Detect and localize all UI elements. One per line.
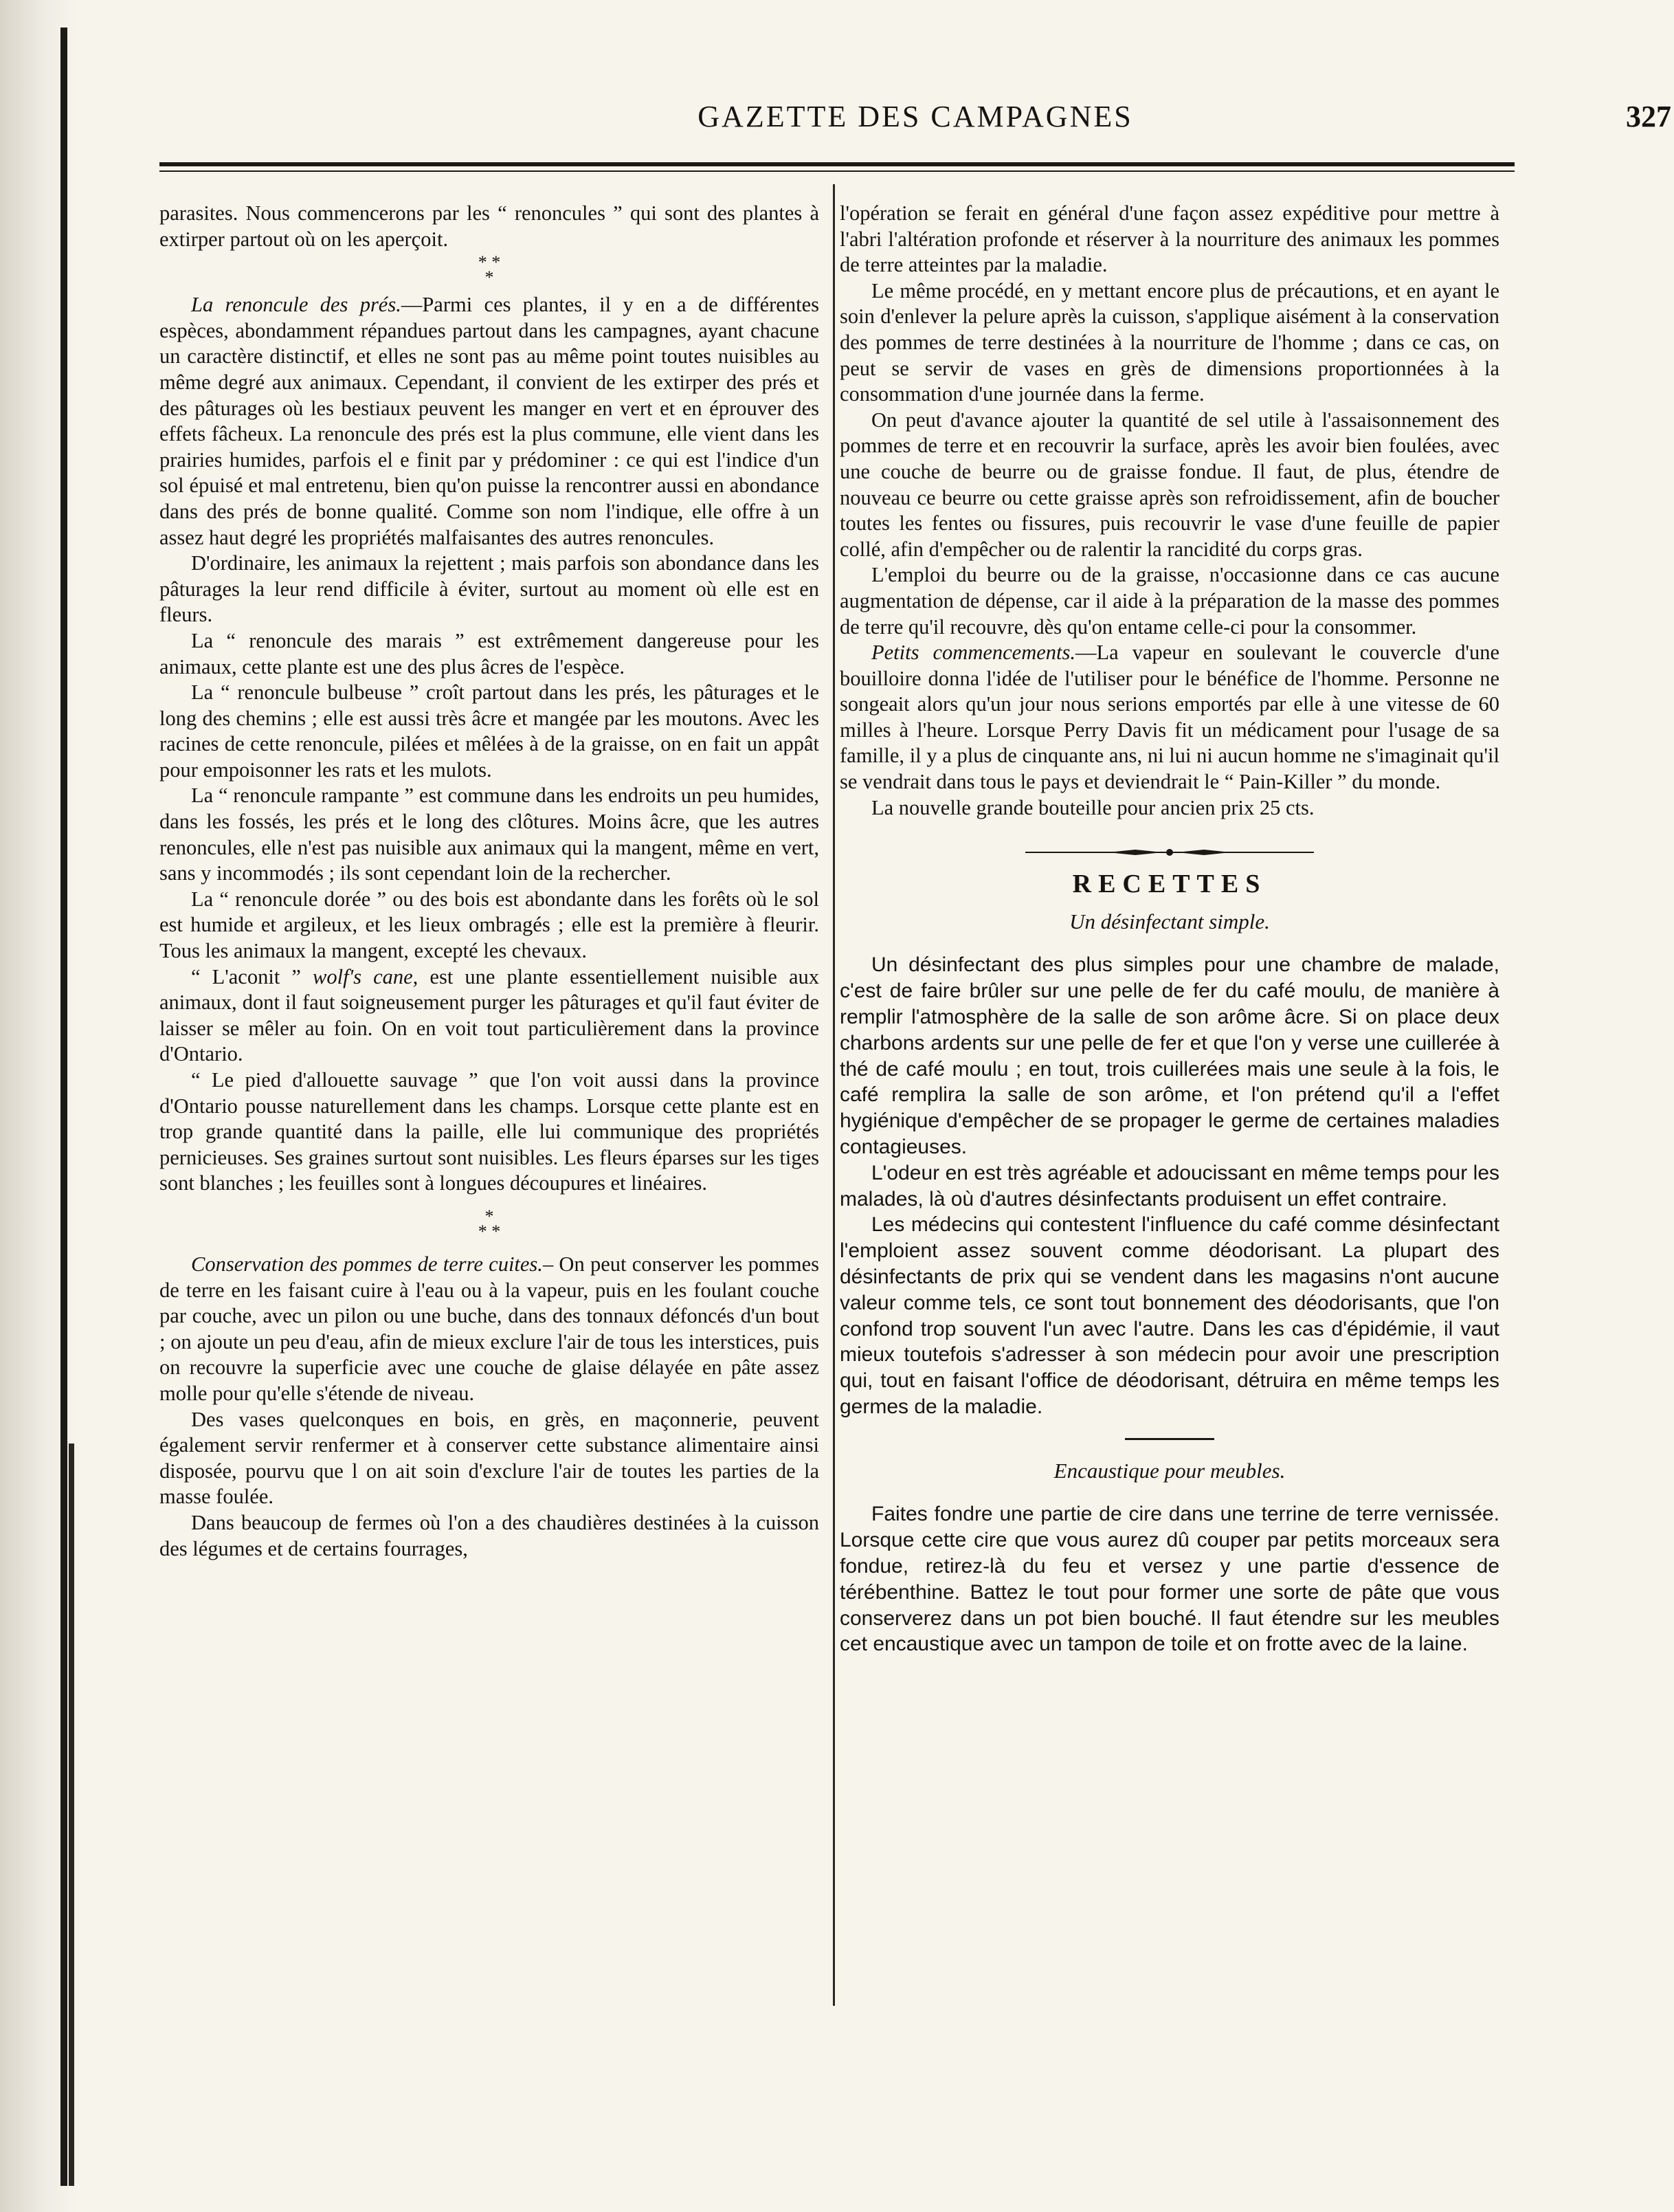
paragraph-petits-commencements: [840, 640, 1499, 795]
section-title: Conservation des pommes de terre cuites.: [191, 1252, 543, 1276]
page-header: [159, 89, 1671, 137]
ornamental-rule: [1025, 845, 1314, 859]
paragraph: l'opération se ferait en général d'une façon assez expéditive pour mettre à l'abri l'altération profonde et réserver à la nourriture des animaux les pommes de terre atteintes par la maladie.: [840, 201, 1499, 277]
recettes-heading: RECETTES: [1072, 870, 1267, 899]
section-title: La renoncule des prés.: [191, 293, 401, 317]
paragraph: L'emploi du beurre ou de la graisse, n'occasionne dans ce cas aucune augmentation de dépense, car il aide à la préparation de la masse des pommes de terre qu'il recouvre, dès qu'on entame celle-ci pour la consommer.: [840, 563, 1499, 639]
paragraph: La “ renoncule bulbeuse ” croît partout dans les prés, les pâturages et le long des chemins ; elle est aussi très âcre et mangée par les moutons. Avec les racines de cette renoncule, pilées et mêlées à de la graisse, on en fait un appât pour empoisonner les rats et les mulots.: [159, 681, 819, 782]
paragraph: La “ renoncule des marais ” est extrêmement dangereuse pour les animaux, cette plante est une des plus âcres de l'espèce.: [159, 628, 819, 678]
recipe-desinfectant: [840, 952, 1499, 1419]
paragraph: La “ renoncule dorée ” ou des bois est abondante dans les forêts où le sol est humide et argileux, et les lieux ombragés ; elle est la première à fleurir. Tous les animaux la mangent, excepté les chevaux.: [159, 887, 819, 963]
paragraph: Dans beaucoup de fermes où l'on a des chaudières destinées à la cuisson des légumes et de certains fourrages,: [159, 1510, 819, 1560]
section-title: Petits commencements.: [871, 641, 1075, 665]
paragraph: Le même procédé, en y mettant encore plus de précautions, et en ayant le soin d'enlever la pelure après la cuisson, s'applique aisément à la conservation des pommes de terre destinées à la nourriture de l'homme ; dans ce cas, on peut se servir de vases en grès de dimensions proportionnées à la consommation d'une journée dans la ferme.: [840, 278, 1499, 406]
paragraph: La nouvelle grande bouteille pour ancien prix 25 cts.: [871, 795, 1315, 819]
paragraph-text: —Parmi ces plantes, il y en a de différentes espèces, abondamment répandues partout dans les campagnes, ayant chacune un caractère distinctif, et elles ne sont pas au même point toutes nuisibles au même degré aux animaux. Cependant, il convient de les extirper des prés et des pâturages où les bestiaux peuvent les manger en vert et en éprouver des effets fâcheux. La renoncule des prés est la plus commune, elle vient dans les prairies humides, parfois el e finit par y prédominer : ce qui est l'indice d'un sol épuisé et mal entretenu, bien qu'on puisse la rencontrer aussi en abondance dans des prés de bonne qualité. Comme son nom l'indique, elle offre à un assez haut degré les propriétés malfaisantes des autres renoncules.: [159, 293, 819, 549]
paragraph: La “ renoncule rampante ” est commune dans les endroits un peu humides, dans les fossés, les prés et le long des clôtures. Moins âcre, que les autres renoncules, elle n'est pas nuisible aux animaux qui la mangent, même en vert, sans y incommodés ; ils sont cependant loin de la rechercher.: [159, 784, 819, 885]
paragraph-text: —La vapeur en soulevant le couvercle d'une bouilloire donna l'idée de l'utiliser pour le bénéfice de l'homme. Personne ne songeait alors qu'un jour nous serions emportés par elle à une vitesse de 60 milles à l'heure. Lorsque Perry Davis fit un médicament pour l'usage de sa famille, il y a plus de cinquante ans, ni lui ni aucun homme ne s'imaginait qu'il se vendrait dans tous le pays et deviendrait le “ Pain-Killer ” du monde.: [840, 641, 1499, 794]
section-separator-stars: * * *: [478, 1206, 501, 1241]
binding-shadow-lower: [69, 1444, 74, 2186]
publication-title: GAZETTE DES CAMPAGNES: [698, 100, 1133, 133]
section-separator-stars: * * *: [478, 252, 501, 288]
paragraph-renoncule-des-pres: [159, 292, 819, 551]
paragraph: Des vases quelconques en bois, en grès, en maçonnerie, peuvent également servir renfermer et à conserver cette substance alimentaire ainsi disposée, pourvu que l on ait soin d'exclure l'air de toutes les parties de la masse foulée.: [159, 1407, 819, 1509]
paragraph-text: est une plante essentiellement nuisible aux animaux, dont il faut soigneusement purger les pâturages et qu'il faut éviter de laisser se mêler au foin. On en voit tout particulièrement dans la province d'Ontario.: [159, 964, 820, 1066]
paragraph-aconit: [159, 964, 819, 1068]
paragraph: L'odeur en est très agréable et adoucissant en même temps pour les malades, là où d'autres désinfectants produisent un effet contraire.: [840, 1161, 1499, 1210]
right-column: [840, 201, 1499, 1657]
recipe-title-encaustique: Encaustique pour meubles.: [1053, 1458, 1286, 1483]
column-divider: [833, 184, 835, 2006]
paragraph: On peut d'avance ajouter la quantité de sel utile à l'assaisonnement des pommes de terre et en recouvrir la surface, après les avoir bien foulées, avec une couche de beurre ou de graisse fondue. Il faut, de plus, étendre de nouveau ce beurre ou cette graisse après son refroidissement, afin de boucher toutes les fentes ou fissures, puis recouvrir le vase d'une feuille de papier collé, afin d'empêcher ou de ralentir la rancidité du corps gras.: [840, 408, 1499, 561]
paragraph-text: – On peut conserver les pommes de terre en les faisant cuire à l'eau ou à la vapeur, puis en les foulant couche par couche, avec un pilon ou une buche, dans des tonnaux défoncés d'un bout ; on ajoute un peu d'eau, afin de mieux exclure l'air de tous les interstices, puis on recouvre la superficie avec une couche de glaise délayée en pâte assez molle pour qu'elle s'étende de niveau.: [159, 1252, 819, 1405]
short-rule: [1125, 1438, 1214, 1440]
left-column: [159, 201, 819, 1562]
page-number: 327: [1626, 100, 1671, 133]
paragraph: Les médecins qui contestent l'influence du café comme désinfectant l'emploient assez souvent comme déodorisant. La plupart des désinfectants de prix qui se vendent dans les magasins n'ont aucune valeur comme tels, ce sont tout bonnement des déodorisants, que l'on confond trop souvent l'un avec l'autre. Dans les cas d'épidémie, il vaut mieux toutefois s'adresser à son médecin pour avoir une prescription qui, tout en faisant l'office de déodorisant, détruira en même temps les germes de la maladie.: [840, 1213, 1499, 1418]
recipe-encaustique: [840, 1501, 1499, 1657]
paragraph: Faites fondre une partie de cire dans une terrine de terre vernissée. Lorsque cette cire que vous aurez dû couper par petits morceaux sera fondue, retirez-là du feu et versez y une partie d'essence de térébenthine. Battez le tout pour former une sorte de pâte que vous conserverez dans un pot bien bouché. Il faut étendre sur les meubles cet encaustique avec un tampon de toile et on frotte avec de la laine.: [840, 1503, 1499, 1656]
recipe-title-desinfectant: Un désinfectant simple.: [1069, 909, 1270, 933]
italic-term: wolf's cane,: [313, 964, 418, 988]
header-rule: [159, 162, 1515, 166]
binding-shadow: [60, 27, 67, 2186]
paragraph-text: “ L'aconit ”: [191, 964, 301, 988]
header-rule-thin: [159, 170, 1515, 172]
paragraph: “ Le pied d'allouette sauvage ” que l'on voit aussi dans la province d'Ontario pousse naturellement dans les champs. Lorsque cette plante est en trop grande quantité dans la paille, elle lui communique des propriétés pernicieuses. Ses graines surtout sont nuisibles. Les fleurs éparses sur les tiges sont blanches ; les feuilles sont à longues découpures et linéaires.: [159, 1068, 819, 1195]
paragraph-conservation: [159, 1252, 819, 1407]
paragraph: D'ordinaire, les animaux la rejettent ; mais parfois son abondance dans les pâturages la leur rend difficile à éviter, surtout au moment où elle est en fleurs.: [159, 551, 819, 627]
paragraph: parasites. Nous commencerons par les “ renoncules ” qui sont des plantes à extirper partout où on les aperçoit.: [159, 201, 819, 251]
paragraph: Un désinfectant des plus simples pour une chambre de malade, c'est de faire brûler sur une pelle de fer du café moulu, de manière à remplir l'atmosphère de la salle de son arôme âcre. Si on place deux charbons ardents sur une pelle de fer et que l'on y verse une cuillerée à thé de café moulu ; en tout, trois cuillerées mais une seule à la fois, le café remplira la salle de son arôme, et l'on prétend qu'il a l'effet hygiénique d'empêcher de se propager le germe de certaines maladies contagieuses.: [840, 953, 1499, 1159]
